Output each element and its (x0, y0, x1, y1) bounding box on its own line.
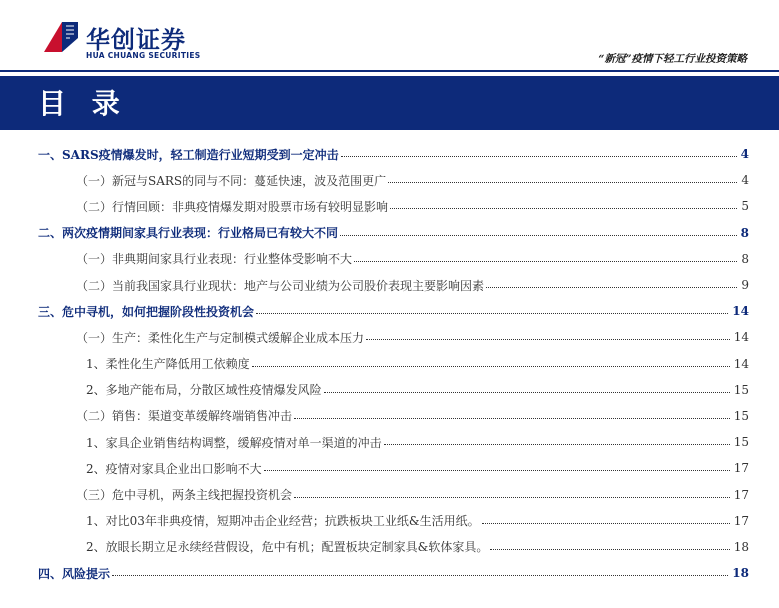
toc-leader-dots (486, 287, 737, 288)
table-of-contents (38, 141, 749, 586)
toc-page-number: 14 (733, 330, 749, 345)
toc-entry[interactable] (38, 351, 749, 377)
toc-entry-title: 四、风险提示 (38, 566, 111, 581)
toc-entry-title: 二、两次疫情期间家具行业表现：行业格局已有较大不同 (38, 226, 339, 241)
toc-entry-title: （三）危中寻机，两条主线把握投资机会 (76, 488, 293, 503)
toc-leader-dots (388, 182, 737, 183)
toc-page-number: 8 (741, 251, 749, 266)
toc-entry-title: （一）非典期间家具行业表现：行业整体受影响不大 (76, 252, 353, 267)
toc-page-number: 18 (733, 539, 749, 554)
toc-entry[interactable] (38, 403, 749, 429)
company-logo (40, 16, 240, 66)
toc-entry-title: 1、对比03年非典疫情，短期冲击企业经营；抗跌板块工业纸&生活用纸。 (86, 514, 480, 529)
logo-mark-icon (40, 16, 80, 56)
toc-page-number: 15 (733, 435, 749, 450)
toc-entry[interactable] (38, 455, 749, 481)
toc-leader-dots (354, 261, 737, 262)
toc-entry[interactable] (38, 272, 749, 298)
toc-entry[interactable] (38, 167, 749, 193)
toc-page-number: 8 (740, 225, 749, 240)
toc-entry[interactable] (38, 324, 749, 350)
toc-leader-dots (366, 339, 730, 340)
logo-chinese-text: 华创证券 (86, 26, 186, 54)
toc-page-number: 15 (733, 382, 749, 397)
toc-entry[interactable] (38, 298, 749, 324)
toc-entry[interactable] (38, 220, 749, 246)
toc-entry-title: 2、疫情对家具企业出口影响不大 (86, 461, 262, 476)
toc-leader-dots (112, 575, 728, 576)
toc-leader-dots (490, 549, 729, 550)
toc-page-number: 5 (741, 199, 749, 214)
toc-entry-title: （一）新冠与SARS的同与不同：蔓延快速，波及范围更广 (76, 173, 387, 188)
toc-page-number: 4 (740, 147, 749, 162)
toc-entry[interactable] (38, 534, 749, 560)
toc-leader-dots (324, 392, 730, 393)
toc-leader-dots (390, 208, 737, 209)
toc-leader-dots (482, 523, 730, 524)
toc-leader-dots (256, 313, 728, 314)
toc-page-number: 17 (733, 461, 749, 476)
page-header (0, 0, 779, 72)
toc-leader-dots (341, 156, 737, 157)
toc-page-number: 14 (732, 304, 749, 319)
toc-page-number: 15 (733, 408, 749, 423)
toc-entry[interactable] (38, 246, 749, 272)
toc-entry[interactable] (38, 193, 749, 219)
toc-leader-dots (294, 497, 730, 498)
toc-page-number: 17 (733, 513, 749, 528)
toc-entry-title: 1、家具企业销售结构调整，缓解疫情对单一渠道的冲击 (86, 435, 382, 450)
toc-leader-dots (340, 235, 737, 236)
toc-entry[interactable] (38, 481, 749, 507)
section-banner (0, 76, 779, 130)
toc-entry[interactable] (38, 560, 749, 586)
toc-entry-title: （二）销售：渠道变革缓解终端销售冲击 (76, 409, 293, 424)
toc-entry-title: （二）行情回顾：非典疫情爆发期对股票市场有较明显影响 (76, 199, 389, 214)
logo-english-text: HUA CHUANG SECURITIES (86, 51, 201, 60)
toc-page-number: 17 (733, 487, 749, 502)
toc-leader-dots (384, 444, 730, 445)
toc-entry-title: 2、多地产能布局，分散区域性疫情爆发风险 (86, 383, 322, 398)
toc-page-number: 4 (741, 173, 749, 188)
toc-leader-dots (252, 366, 730, 367)
toc-entry-title: 一、SARS疫情爆发时，轻工制造行业短期受到一定冲击 (38, 147, 339, 162)
header-divider (0, 70, 779, 72)
toc-entry-title: （二）当前我国家具行业现状：地产与公司业绩为公司股价表现主要影响因素 (76, 278, 485, 293)
toc-entry-title: 1、柔性化生产降低用工依赖度 (86, 357, 250, 372)
report-title: “新冠”疫情下轻工行业投资策略 (598, 53, 747, 65)
toc-entry[interactable] (38, 429, 749, 455)
toc-entry[interactable] (38, 377, 749, 403)
toc-leader-dots (294, 418, 730, 419)
toc-leader-dots (264, 470, 730, 471)
toc-entry[interactable] (38, 141, 749, 167)
toc-entry[interactable] (38, 508, 749, 534)
toc-page-number: 18 (732, 566, 749, 581)
toc-entry-title: 2、放眼长期立足永续经营假设，危中有机；配置板块定制家具&软体家具。 (86, 540, 489, 555)
toc-page-number: 14 (733, 356, 749, 371)
toc-page-number: 9 (741, 278, 749, 293)
banner-title: 目 录 (38, 87, 128, 120)
toc-entry-title: （一）生产：柔性化生产与定制模式缓解企业成本压力 (76, 330, 365, 345)
toc-entry-title: 三、危中寻机，如何把握阶段性投资机会 (38, 304, 255, 319)
